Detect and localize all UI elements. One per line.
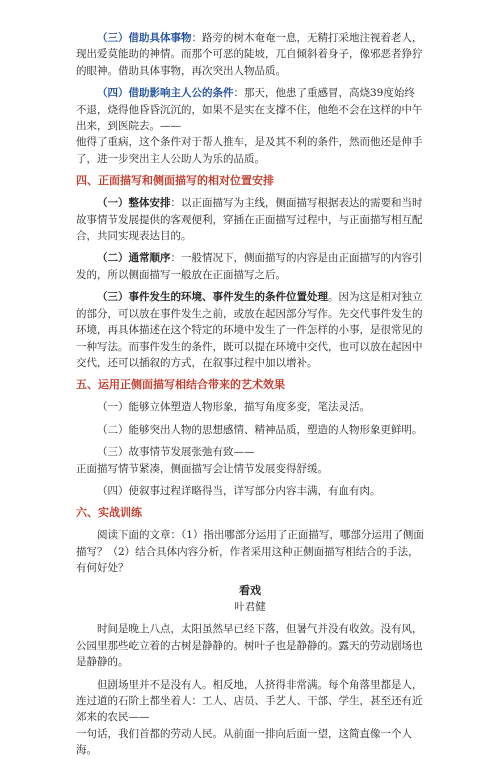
section-borrow-objects	[76, 30, 424, 79]
section-text-continued: 他得了重病，这个条件对于帮人推车，是及其不利的条件，然而他还是伸手了，进一步突出主人公助人为乐的品质。	[76, 136, 423, 165]
story-paragraph-2: 但剧场里并不是没有人。相反地，人挤得非常满。每个角落里都是人，连过道的石阶上都坐着人：工人、店员、手艺人、干部、学生，甚至还有近郊来的农民——	[76, 678, 423, 724]
paragraph-label: （一）整体安排	[97, 197, 171, 210]
effect-item-2: （二）能够突出人物的思想感情、精神品质，塑造的人物形象更鲜明。	[97, 423, 423, 436]
paragraph-text: ：以正面描写为主线，侧面描写根据表达的需要和当时故事情节发展提供的客观便利，穿插在正面描写过程中，与正面描写相互配合，共同实现表达目的。	[76, 197, 423, 243]
paragraph-overall	[76, 195, 424, 244]
paragraph-text: ：一般情况下，侧面描写的内容是由正面描写的内容引发的，所以侧面描写一般放在正面描写之后。	[76, 252, 423, 281]
effect-item-3: （三）故事情节发展张弛有致——	[97, 446, 255, 459]
story-paragraph-1: 时间是晚上八点，太阳虽然早已经下落，但暑气并没有收敛。没有风，公园里那些屹立着的古树是静静的。树叶子也是静静的。露天的劳动剧场也是静静的。	[76, 623, 423, 669]
paragraph-text: 。因为这是相对独立的部分，可以放在事件发生之前，或放在起因部分写作。先交代事件发生的环境，再具体描述在这个特定的环境中发生了一件怎样的小事，是很常见的一种写法。而事件发生的条件，既可以提在环境中交代，也可以放在起因中交代，还可以插叙的方式，在叙事过程中加以增补。	[76, 291, 423, 369]
heading-artistic-effect: 五、运用正侧面描写相结合带来的艺术效果	[76, 378, 285, 392]
section-text: ：那天，他患了重感冒，高烧39度始终不退，烧得他昏昏沉沉的，如果不是实在支撑不住，他绝不会在这样的中午出来，到医院去。——	[76, 87, 423, 133]
paragraph-order	[76, 250, 424, 283]
effect-item-1: （一）能够立体塑造人物形象，描写角度多变，笔法灵活。	[97, 401, 370, 414]
section-borrow-conditions	[76, 85, 424, 134]
section-label: （四）借助影响主人公的条件	[97, 87, 234, 100]
paragraph-label: （三）事件发生的环境、事件发生的条件位置处理	[97, 291, 328, 304]
effect-item-3-continued: 正面描写情节紧凑，侧面描写会让情节发展变得舒缓。	[76, 462, 328, 475]
paragraph-label: （二）通常顺序	[97, 252, 171, 265]
heading-practice: 六、实战训练	[76, 506, 142, 520]
section-text: ：路旁的树木奄奄一息，无精打采地注视着老人，现出爱莫能助的神情。而那个可恶的陡坡，兀自倾斜着身子，像邪恶者狰狞的眼神。借助具体事物，再次突出人物品质。	[76, 32, 423, 77]
story-title: 看戏	[239, 583, 261, 597]
effect-item-4: （四）使叙事过程详略得当，详写部分内容丰满，有血有肉。	[97, 484, 381, 497]
story-paragraph-3: 一句话，我们首都的劳动人民。从前面一排向后面一望，这简直像一个人海。	[76, 727, 412, 757]
exercise-prompt: 阅读下面的文章：（1）指出哪部分运用了正面描写，哪部分运用了侧面描写？（2）结合具体内容分析，作者采用这种正侧面描写相结合的手法，有何好处？	[76, 529, 424, 575]
story-author: 叶君健	[234, 600, 266, 613]
heading-position-arrangement: 四、正面描写和侧面描写的相对位置安排	[76, 174, 274, 188]
paragraph-environment	[76, 289, 424, 371]
section-label: （三）借助具体事物	[97, 32, 192, 44]
